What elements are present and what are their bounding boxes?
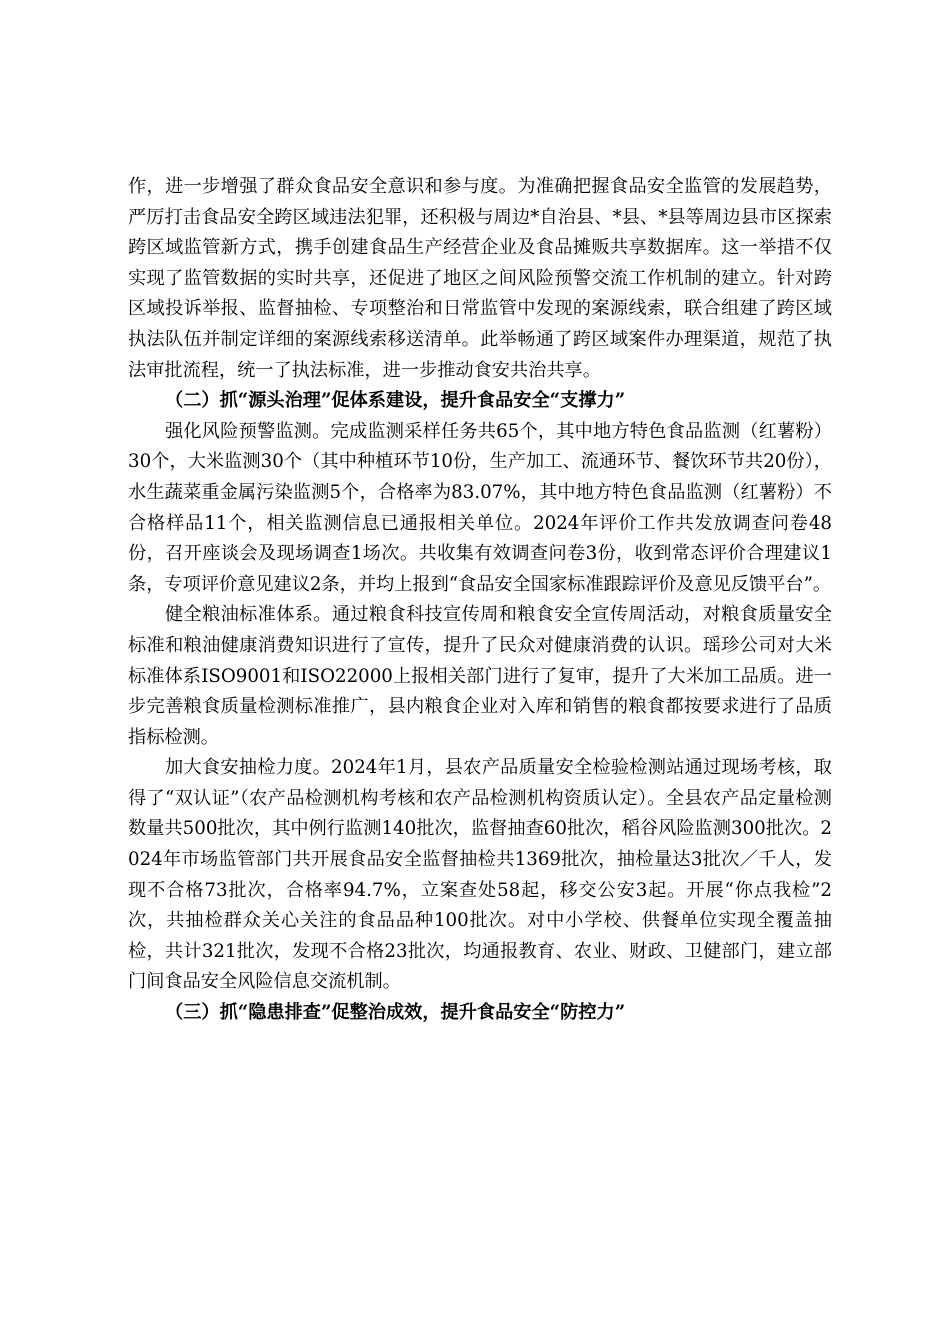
- section-heading-2: （二）抓“源头治理”促体系建设，提升食品安全“支撑力”: [165, 390, 626, 412]
- paragraph-sampling-inspection: 加大食安抽检力度。2024年1月，县农产品质量安全检验检测站通过现场考核，取得了“双认证”（农产品检测机构考核和农产品检测机构资质认定）。全县农产品定量检测数量共500批次，其中例行监测140批次，监督抽查60批次，稻谷风险监测300批次。2024年市场监管部门共开展食品安全监督抽检共1369批次，抽检量达3批次／千人，发现不合格73批次，合格率94.7%，立案查处58起，移交公安3起。开展“你点我检”2次，共抽检群众关心关注的食品品种100批次。对中小学校、供餐单位实现全覆盖抽检，共计321批次，发现不合格23批次，均通报教育、农业、财政、卫健部门，建立部门间食品安全风险信息交流机制。: [128, 757, 832, 993]
- section-heading-3: （三）抓“隐患排查”促整治成效，提升食品安全“防控力”: [165, 1002, 626, 1024]
- paragraph-risk-monitoring: 强化风险预警监测。完成监测采样任务共65个，其中地方特色食品监测（红薯粉）30个，大米监测30个（其中种植环节10份，生产加工、流通环节、餐饮环节共20份），水生蔬菜重金属污染监测5个，合格率为83.07%，其中地方特色食品监测（红薯粉）不合格样品11个，相关监测信息已通报相关单位。2024年评价工作共发放调查问卷48份，召开座谈会及现场调查1场次。共收集有效调查问卷3份，收到常态评价合理建议1条，专项评价意见建议2条，并均上报到“食品安全国家标准跟踪评价及意见反馈平台”。: [128, 420, 832, 595]
- document-page: [128, 172, 832, 1029]
- paragraph-grain-standards: 健全粮油标准体系。通过粮食科技宣传周和粮食安全宣传周活动，对粮食质量安全标准和粮油健康消费知识进行了宣传，提升了民众对健康消费的认识。瑶珍公司对大米标准体系ISO9001和ISO22000上报相关部门进行了复审，提升了大米加工品质。进一步完善粮食质量检测标准推广，县内粮食企业对入库和销售的粮食都按要求进行了品质指标检测。: [128, 604, 832, 748]
- paragraph-continuation: 作，进一步增强了群众食品安全意识和参与度。为准确把握食品安全监管的发展趋势，严厉打击食品安全跨区域违法犯罪，还积极与周边*自治县、*县、*县等周边县市区探索跨区域监管新方式，携手创建食品生产经营企业及食品摊贩共享数据库。这一举措不仅实现了监管数据的实时共享，还促进了地区之间风险预警交流工作机制的建立。针对跨区域投诉举报、监督抽检、专项整治和日常监管中发现的案源线索，联合组建了跨区域执法队伍并制定详细的案源线索移送清单。此举畅通了跨区域案件办理渠道，规范了执法审批流程，统一了执法标准，进一步推动食安共治共享。: [128, 176, 832, 381]
